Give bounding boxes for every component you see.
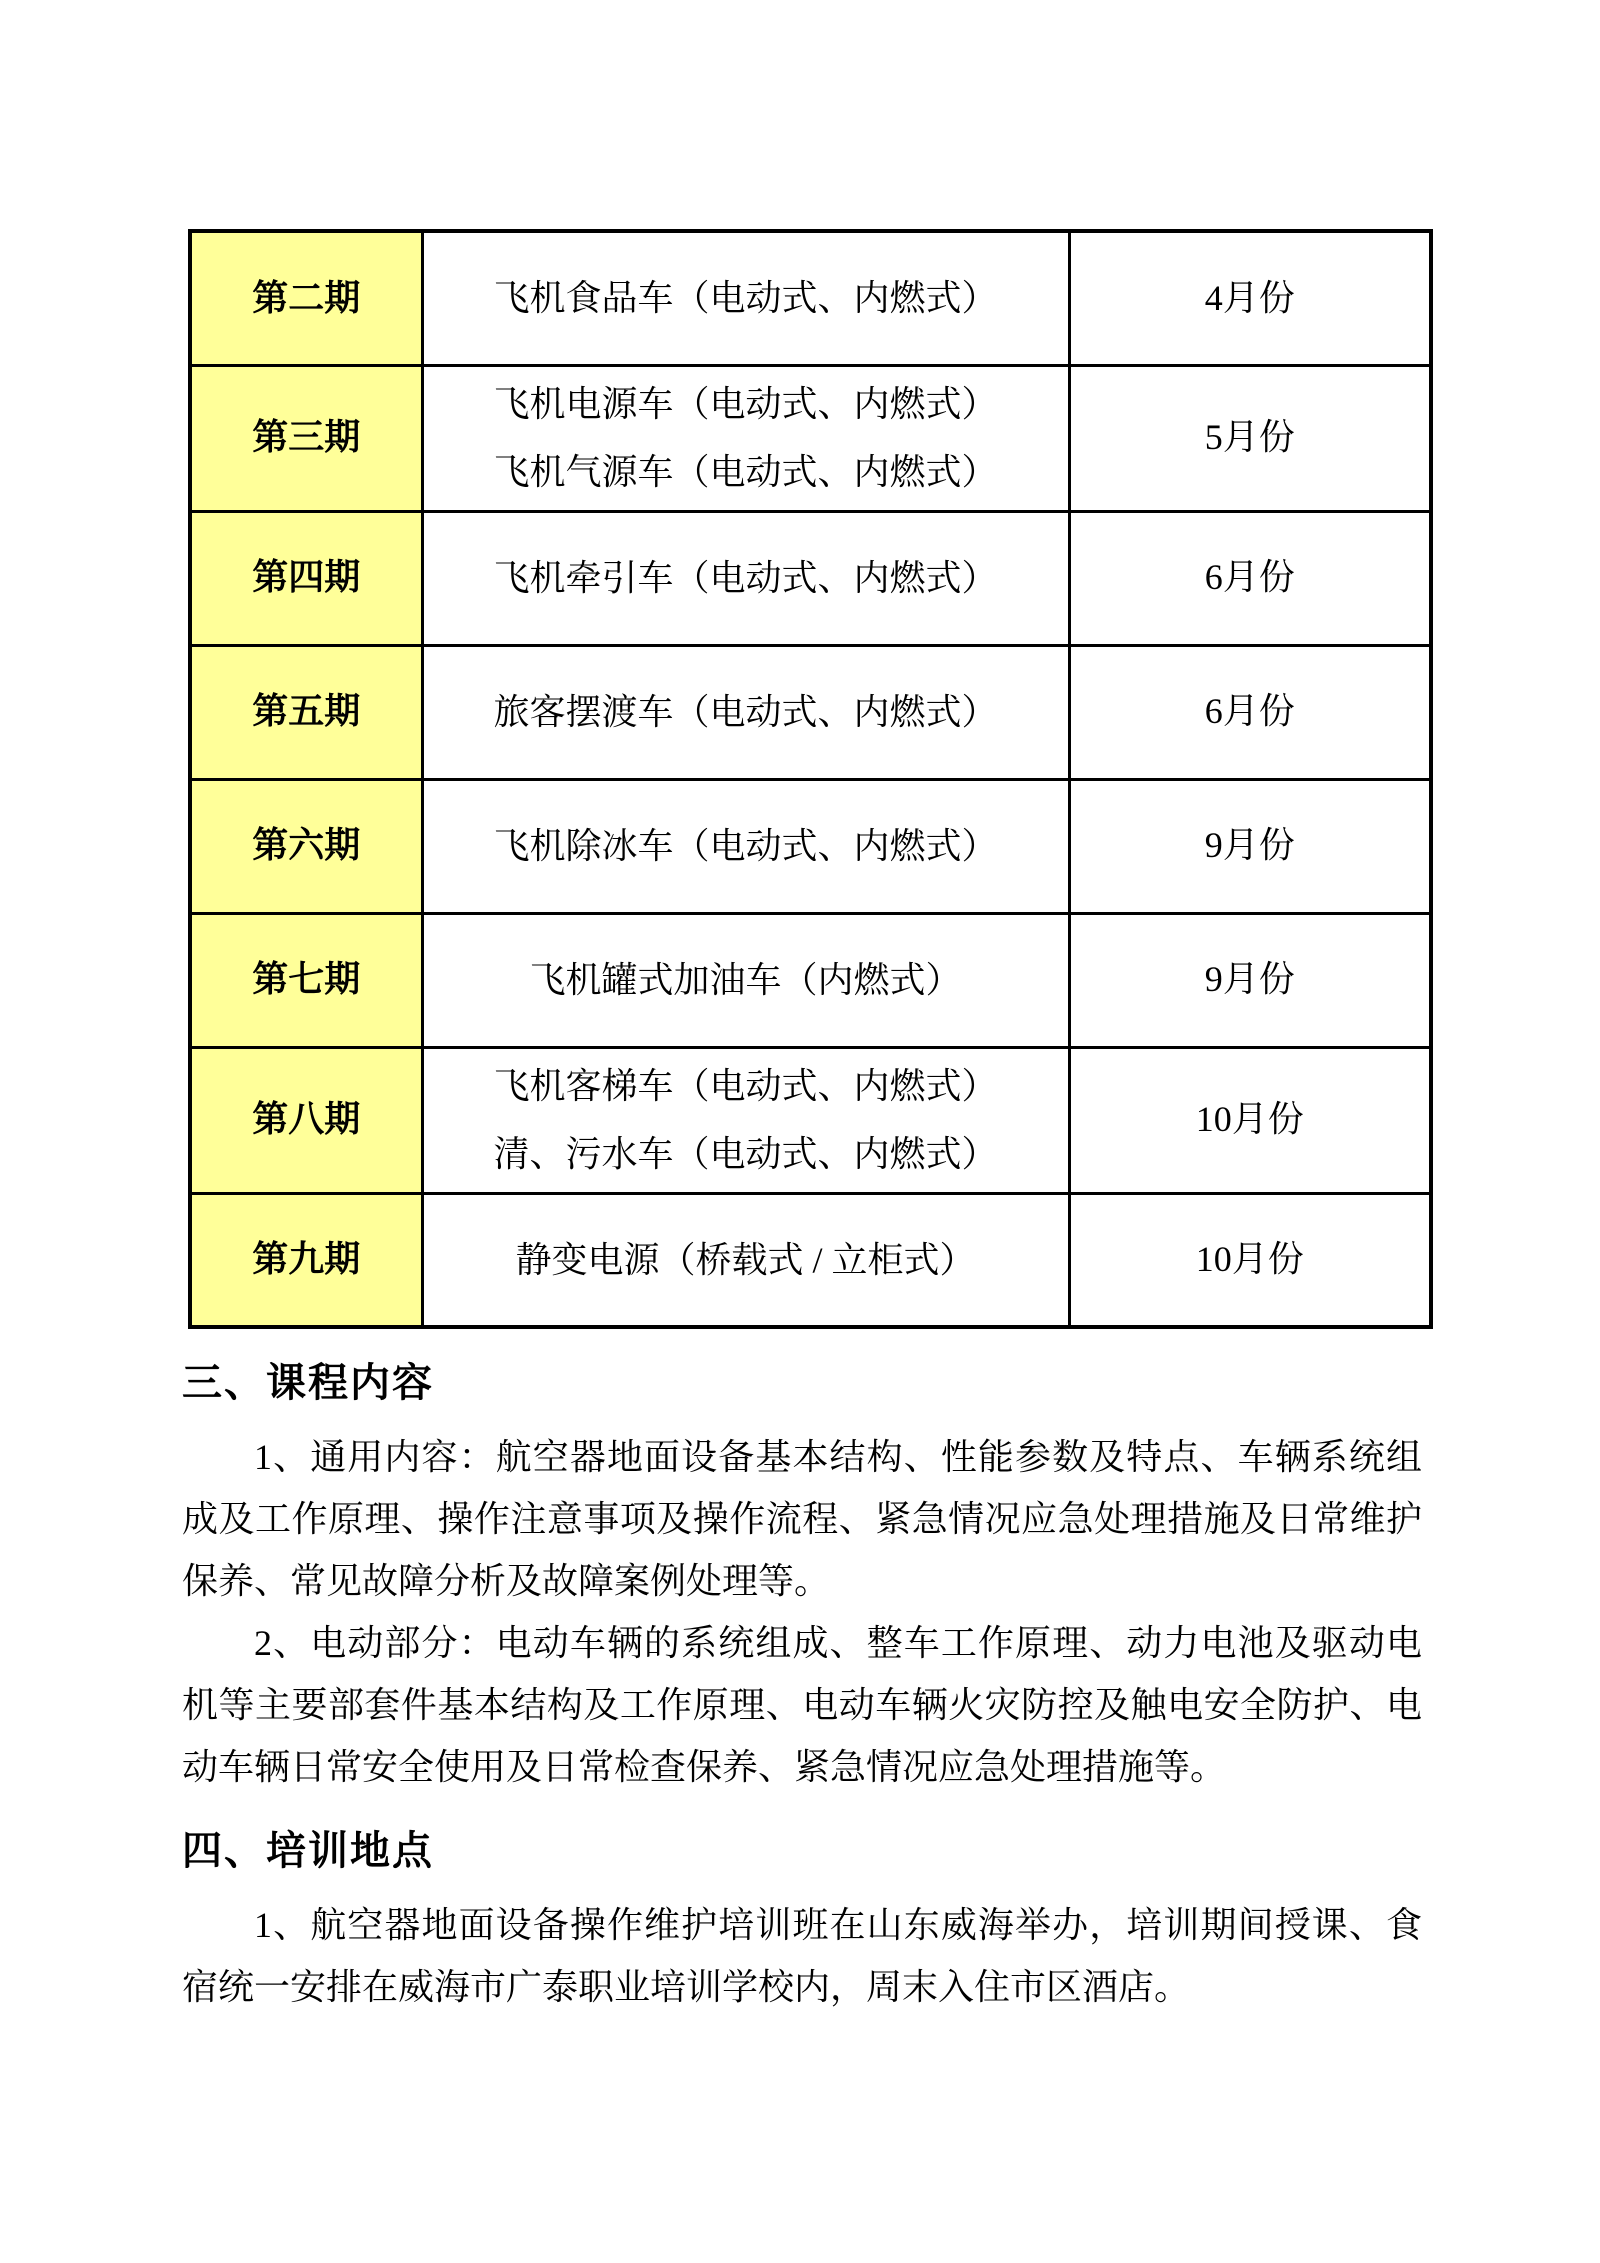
table-row: [190, 913, 1431, 1047]
table-row: [190, 365, 1431, 511]
session-cell: 第七期: [190, 913, 422, 1047]
session-cell: 第二期: [190, 231, 422, 365]
table-row: [190, 231, 1431, 365]
session-cell: 第五期: [190, 645, 422, 779]
month-cell: 10月份: [1069, 1193, 1431, 1327]
session-cell: 第三期: [190, 365, 422, 511]
equipment-cell: [422, 1047, 1069, 1193]
equipment-cell: [422, 1193, 1069, 1327]
equipment-line: 飞机牵引车（电动式、内燃式）: [493, 558, 998, 598]
equipment-line: 飞机客梯车（电动式、内燃式）: [493, 1066, 998, 1106]
section-heading-training-location: 四、培训地点: [182, 1829, 434, 1873]
equipment-line: 旅客摆渡车（电动式、内燃式）: [493, 692, 998, 732]
month-cell: 9月份: [1069, 913, 1431, 1047]
equipment-cell: [422, 779, 1069, 913]
session-cell: 第四期: [190, 511, 422, 645]
equipment-cell: [422, 913, 1069, 1047]
table-row: [190, 645, 1431, 779]
equipment-line: 静变电源（桥载式 / 立柜式）: [515, 1239, 976, 1280]
table-row: [190, 1193, 1431, 1327]
paragraph-training-location: 1、航空器地面设备操作维护培训班在山东威海举办，培训期间授课、食宿统一安排在威海市广泰职业培训学校内，周末入住市区酒店。: [182, 1905, 1422, 2007]
equipment-line: 飞机气源车（电动式、内燃式）: [493, 452, 998, 492]
month-cell: 6月份: [1069, 511, 1431, 645]
equipment-cell: [422, 645, 1069, 779]
table-row: [190, 1047, 1431, 1193]
equipment-line: 飞机除冰车（电动式、内燃式）: [493, 826, 998, 866]
equipment-cell: [422, 511, 1069, 645]
table-row: [190, 511, 1431, 645]
equipment-cell: [422, 231, 1069, 365]
equipment-line: 飞机罐式加油车（内燃式）: [529, 960, 962, 1000]
month-cell: 10月份: [1069, 1047, 1431, 1193]
paragraph-general-content: 1、通用内容：航空器地面设备基本结构、性能参数及特点、车辆系统组成及工作原理、操作注意事项及操作流程、紧急情况应急处理措施及日常维护保养、常见故障分析及故障案例处理等。: [182, 1437, 1422, 1601]
training-schedule-table: [188, 229, 1433, 1329]
session-cell: 第六期: [190, 779, 422, 913]
month-cell: 6月份: [1069, 645, 1431, 779]
equipment-line: 飞机食品车（电动式、内燃式）: [493, 278, 998, 319]
training-schedule-table-wrap: [188, 229, 1429, 1329]
session-cell: 第九期: [190, 1193, 422, 1327]
month-cell: 9月份: [1069, 779, 1431, 913]
paragraph-electric-part: 2、电动部分：电动车辆的系统组成、整车工作原理、动力电池及驱动电机等主要部套件基本结构及工作原理、电动车辆火灾防控及触电安全防护、电动车辆日常安全使用及日常检查保养、紧急情况应急处理措施等。: [182, 1623, 1422, 1787]
table-row: [190, 779, 1431, 913]
schedule-table-body: [190, 231, 1431, 1327]
month-cell: 5月份: [1069, 365, 1431, 511]
section-heading-course-content: 三、课程内容: [182, 1361, 434, 1405]
document-body: [182, 1330, 1422, 2018]
equipment-line: 飞机电源车（电动式、内燃式）: [493, 384, 998, 424]
equipment-cell: [422, 365, 1069, 511]
month-cell: 4月份: [1069, 231, 1431, 365]
equipment-line: 清、污水车（电动式、内燃式）: [493, 1134, 998, 1174]
session-cell: 第八期: [190, 1047, 422, 1193]
